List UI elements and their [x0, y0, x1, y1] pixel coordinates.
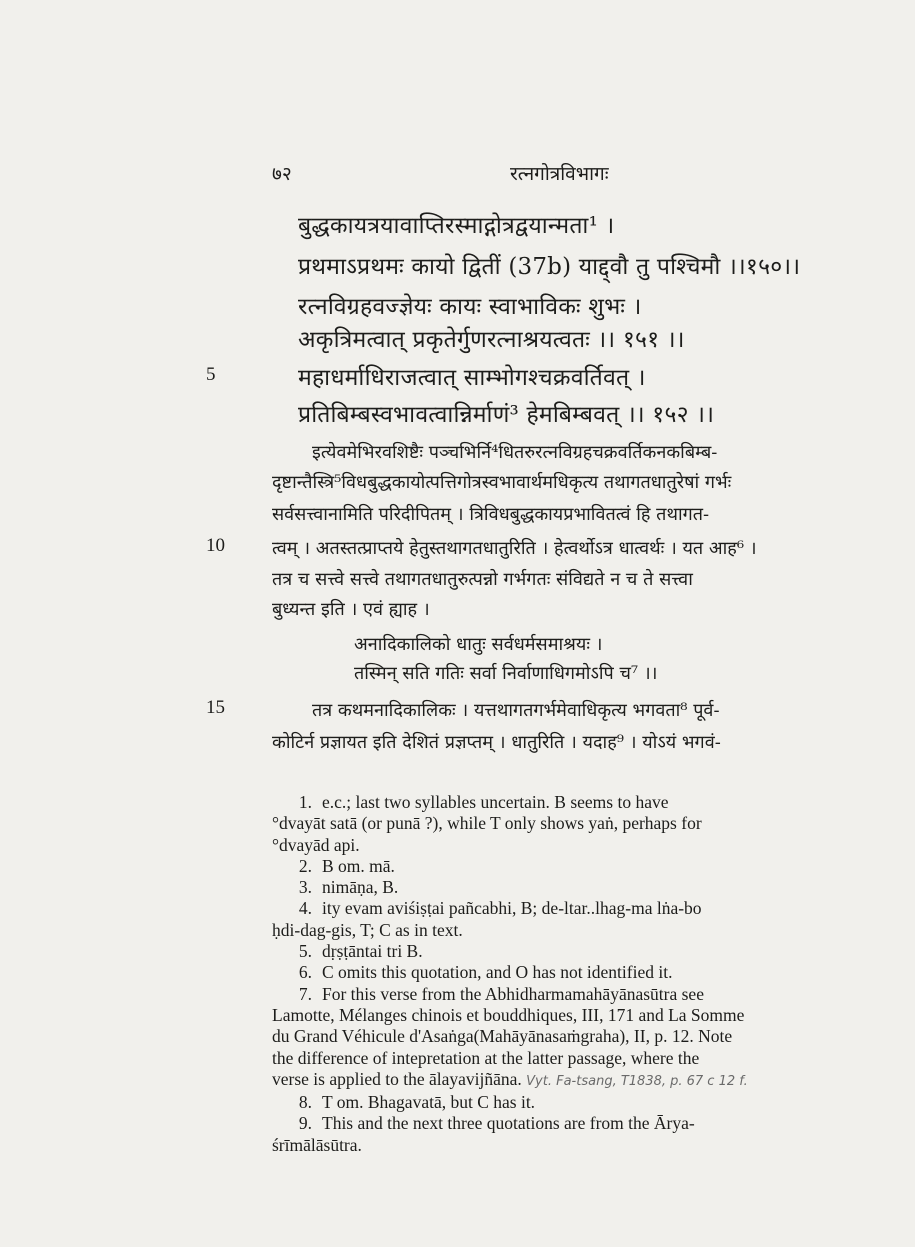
footnote-text: śrīmālāsūtra. [272, 1134, 362, 1155]
footnote-2 [272, 856, 862, 877]
footnote-text: ity evam aviśiṣṭai pañcabhi, B; de-ltar..lhag-ma lṅa-bo [322, 898, 702, 919]
prose-line: दृष्टान्तैस्त्रि⁵विधबुद्धकायोत्पत्तिगोत्रस्वभावार्थमधिकृत्य तथागतधातुरेषां गर्भः [272, 472, 732, 493]
footnote-7 [272, 984, 862, 1092]
line-number: 15 [206, 697, 225, 718]
footnote-text: T om. Bhagavatā, but C has it. [322, 1092, 536, 1113]
quote-verse-line: तस्मिन् सति गतिः सर्वा निर्वाणाधिगमोऽपि च⁷ ।। [354, 663, 658, 684]
footnote-text: the difference of intepretation at the latter passage, where the [272, 1047, 700, 1068]
verse-line: महाधर्माधिराजत्वात् साम्भोगश्चक्रवर्तिवत् । [298, 365, 646, 391]
verse-line: प्रतिबिम्बस्वभावत्वान्निर्माणं³ हेमबिम्बवत् ।। १५२ ।। [298, 402, 715, 428]
footnote-text: °dvayāt satā (or punā ?), while T only shows yaṅ, perhaps for [272, 813, 702, 834]
prose-line: सर्वसत्त्वानामिति परिदीपितम् । त्रिविधबुद्धकायप्रभावितत्वं हि तथागत- [272, 504, 710, 525]
footnote-text: C omits this quotation, and O has not identified it. [322, 962, 673, 983]
prose-line: इत्येवमेभिरवशिष्टैः पञ्चभिर्नि⁴धितरुरत्नविग्रहचक्रवर्तिकनकबिम्ब- [312, 442, 718, 463]
handwritten-note: Vyt. Fa-tsang, T1838, p. 67 c 12 f. [526, 1073, 748, 1089]
prose-line: तत्र च सत्त्वे सत्त्वे तथागतधातुरुत्पन्नो गर्भगतः संविद्यते न च ते सत्त्वा [272, 569, 693, 590]
footnote-text: For this verse from the Abhidharmamahāyānasūtra see [322, 983, 704, 1004]
verse-line: रत्नविग्रहवज्ज्ञेयः कायः स्वाभाविकः शुभः । [298, 294, 642, 320]
footnote-text: B om. mā. [322, 855, 395, 876]
footnote-text: dṛṣṭāntai tri B. [322, 941, 423, 962]
footnotes [272, 792, 862, 1156]
page-header [272, 160, 692, 184]
footnote-6 [272, 962, 862, 983]
footnote-9 [272, 1113, 862, 1156]
quote-verse-line: अनादिकालिको धातुः सर्वधर्मसमाश्रयः । [354, 634, 603, 655]
footnote-number: 5. [298, 941, 312, 962]
footnote-text: This and the next three quotations are from the Ārya- [322, 1113, 695, 1134]
footnote-4 [272, 898, 862, 941]
footnote-number: 3. [298, 877, 312, 898]
footnote-number: 4. [298, 898, 312, 919]
prose-line: कोटिर्न प्रज्ञायत इति देशितं प्रज्ञप्तम् । धातुरिति । यदाह⁹ । योऽयं भगवं- [272, 732, 721, 753]
verse-line: बुद्धकायत्रयावाप्तिरस्माद्गोत्रद्वयान्मता¹ । [298, 213, 615, 239]
footnote-number: 9. [298, 1113, 312, 1134]
prose-line: त्वम् । अतस्तत्प्राप्तये हेतुस्तथागतधातुरिति । हेत्वर्थोऽत्र धात्वर्थः । यत आह⁶ । [272, 538, 757, 559]
verse-line: प्रथमाऽप्रथमः कायो द्वितीं (37b) याद्द्वौ तु पश्चिमौ ।।१५०।। [298, 254, 801, 280]
running-title: रत्नगोत्रविभागः [510, 163, 609, 185]
footnote-text: verse is applied to the ālayavijñāna. [272, 1068, 522, 1089]
footnote-text: du Grand Véhicule d'Asaṅga(Mahāyānasaṁgraha), II, p. 12. Note [272, 1026, 733, 1047]
line-number: 5 [206, 364, 216, 385]
page-number: ७२ [272, 163, 292, 185]
footnote-3 [272, 877, 862, 898]
footnote-text: e.c.; last two syllables uncertain. B seems to have [322, 792, 669, 812]
footnote-text: nimāṇa, B. [322, 877, 399, 898]
footnote-number: 2. [298, 855, 312, 876]
footnote-text: Lamotte, Mélanges chinois et bouddhiques, III, 171 and La Somme [272, 1004, 745, 1025]
footnote-number: 1. [298, 792, 312, 812]
verse-line: अकृत्रिमत्वात् प्रकृतेर्गुणरत्नाश्रयत्वतः ।। १५१ ।। [298, 327, 685, 353]
footnote-number: 6. [298, 962, 312, 983]
footnote-5 [272, 941, 862, 962]
prose-line: बुध्यन्त इति । एवं ह्याह । [272, 599, 430, 620]
line-number: 10 [206, 535, 225, 556]
prose-line: तत्र कथमनादिकालिकः । यत्तथागतगर्भमेवाधिकृत्य भगवता⁸ पूर्व- [312, 700, 720, 721]
footnote-number: 7. [298, 983, 312, 1004]
footnote-number: 8. [298, 1092, 312, 1113]
footnote-1 [272, 792, 862, 856]
footnote-text: °dvayād api. [272, 834, 360, 855]
footnote-8 [272, 1092, 862, 1113]
footnote-text [272, 1069, 862, 1092]
footnote-text: ḥdi-dag-gis, T; C as in text. [272, 919, 463, 940]
